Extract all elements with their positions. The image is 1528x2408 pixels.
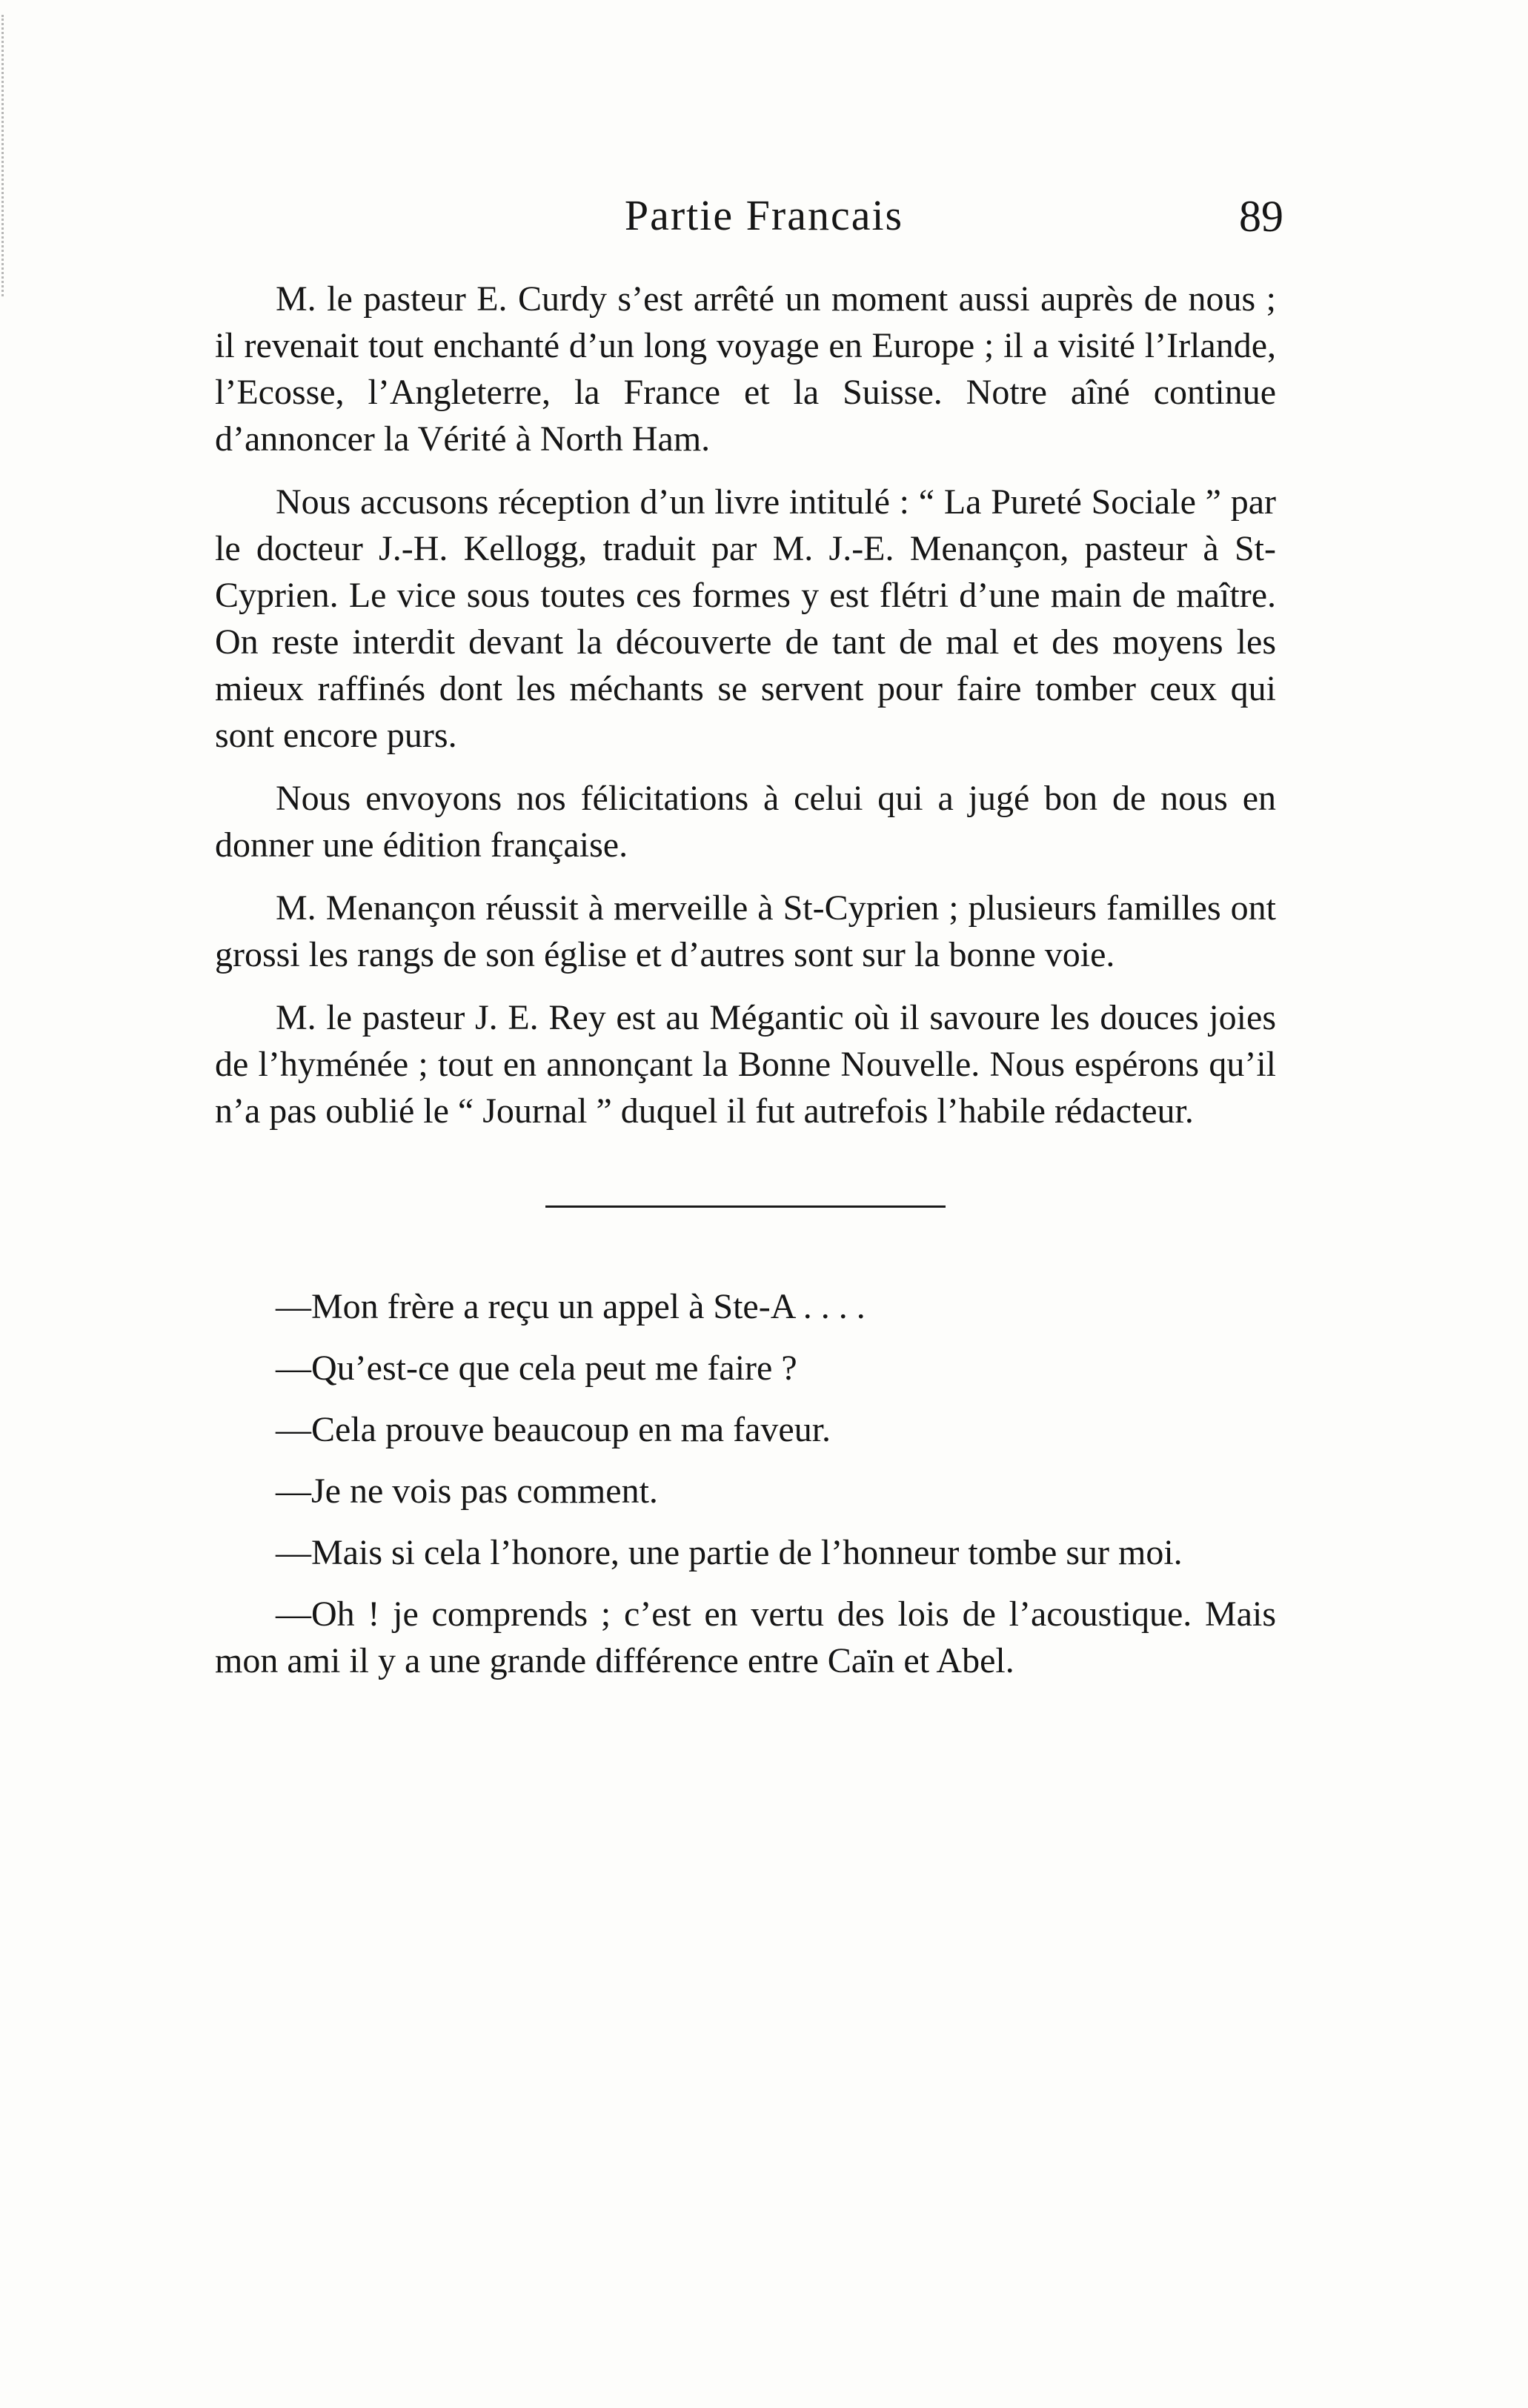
page-body (215, 276, 1276, 1684)
section-divider (545, 1205, 946, 1208)
page-number: 89 (1239, 192, 1283, 241)
dialogue-line: —Oh ! je comprends ; c’est en vertu des lois de l’acoustique. Mais mon ami il y a une grande différence entre Caïn et Abel. (215, 1594, 1276, 1680)
paragraph-congratulations: Nous envoyons nos félicitations à celui qui a jugé bon de nous en donner une édition française. (215, 779, 1276, 865)
dialogue-line: —Mon frère a reçu un appel à Ste-A . . . . (276, 1287, 866, 1326)
dialogue-line: —Je ne vois pas comment. (276, 1471, 658, 1511)
paragraph-curdy: M. le pasteur E. Curdy s’est arrêté un moment aussi auprès de nous ; il revenait tout enchanté d’un long voyage en Europe ; il a visité l’Irlande, l’Ecosse, l’Angleterre, la France et la Suisse. Notre aîné continue d’annoncer la Vérité à North Ham. (215, 279, 1276, 459)
dialogue-line: —Qu’est-ce que cela peut me faire ? (276, 1348, 797, 1388)
paragraph-book-reception: Nous accusons réception d’un livre intitulé : “ La Pureté Sociale ” par le docteur J.-H. Kellogg, traduit par M. J.-E. Menançon, pasteur à St-Cyprien. Le vice sous toutes ces formes y est flétri d’une main de maître. On reste interdit devant la découverte de tant de mal et des moyens les mieux raffinés dont les méchants se servent pour faire tomber ceux qui sont encore purs. (215, 482, 1276, 755)
running-title: Partie Francais (624, 191, 904, 239)
dialogue-section (215, 1283, 1276, 1684)
paragraph-rey: M. le pasteur J. E. Rey est au Mégantic où il savoure les douces joies de l’hyménée ; tout en annonçant la Bonne Nouvelle. Nous espérons qu’il n’a pas oublié le “ Journal ” duquel il fut autrefois l’habile rédacteur. (215, 998, 1276, 1131)
paragraph-menancon: M. Menançon réussit à merveille à St-Cyprien ; plusieurs familles ont grossi les rangs de son église et d’autres sont sur la bonne voie. (215, 888, 1276, 974)
dialogue-line: —Cela prouve beaucoup en ma faveur. (276, 1410, 831, 1449)
dialogue-line: —Mais si cela l’honore, une partie de l’honneur tombe sur moi. (276, 1533, 1183, 1572)
scan-edge-marks (1, 15, 7, 296)
